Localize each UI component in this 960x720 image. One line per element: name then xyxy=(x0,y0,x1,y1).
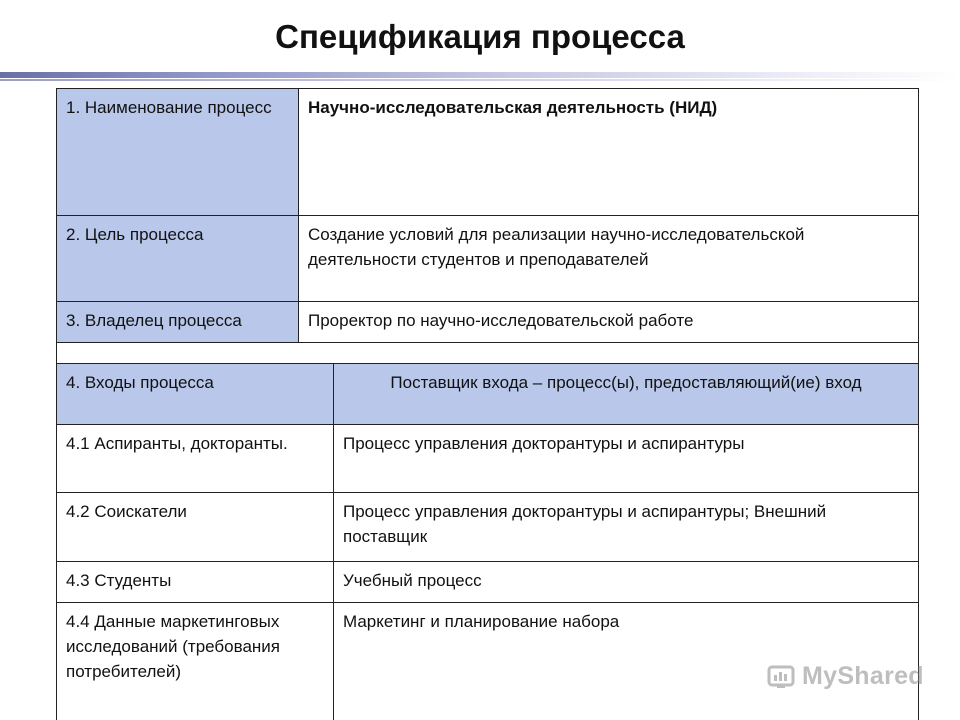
row-name-value: Научно-исследовательская деятельность (НИД) xyxy=(298,88,919,216)
table-spacer-row xyxy=(56,342,919,364)
watermark-text: MyShared xyxy=(802,661,924,690)
input-row-value: Маркетинг и планирование набора xyxy=(333,602,919,720)
row-name-label: 1. Наименование процесс xyxy=(56,88,299,216)
watermark xyxy=(766,656,936,696)
input-row-label: 4.2 Соискатели xyxy=(56,492,334,562)
row-goal-value: Создание условий для реализации научно-исследовательской деятельности студентов и преподавателей xyxy=(298,215,919,302)
slide-title: Спецификация процесса xyxy=(275,18,685,55)
inputs-header-value: Поставщик входа – процесс(ы), предоставляющий(ие) вход xyxy=(333,363,919,425)
inputs-header-label: 4. Входы процесса xyxy=(56,363,334,425)
input-row-value: Процесс управления докторантуры и аспирантуры xyxy=(333,424,919,493)
row-owner-value: Проректор по научно-исследовательской работе xyxy=(298,301,919,343)
input-row-label: 4.4 Данные маркетинговых исследований (требования потребителей) xyxy=(56,602,334,720)
myshared-logo-icon xyxy=(766,661,796,691)
title-divider-shadow xyxy=(0,79,960,81)
input-row-label: 4.3 Студенты xyxy=(56,561,334,603)
input-row-label: 4.1 Аспиранты, докторанты. xyxy=(56,424,334,493)
input-row-value: Процесс управления докторантуры и аспирантуры; Внешний поставщик xyxy=(333,492,919,562)
row-goal-label: 2. Цель процесса xyxy=(56,215,299,302)
title-divider xyxy=(0,72,960,78)
input-row-value: Учебный процесс xyxy=(333,561,919,603)
row-owner-label: 3. Владелец процесса xyxy=(56,301,299,343)
